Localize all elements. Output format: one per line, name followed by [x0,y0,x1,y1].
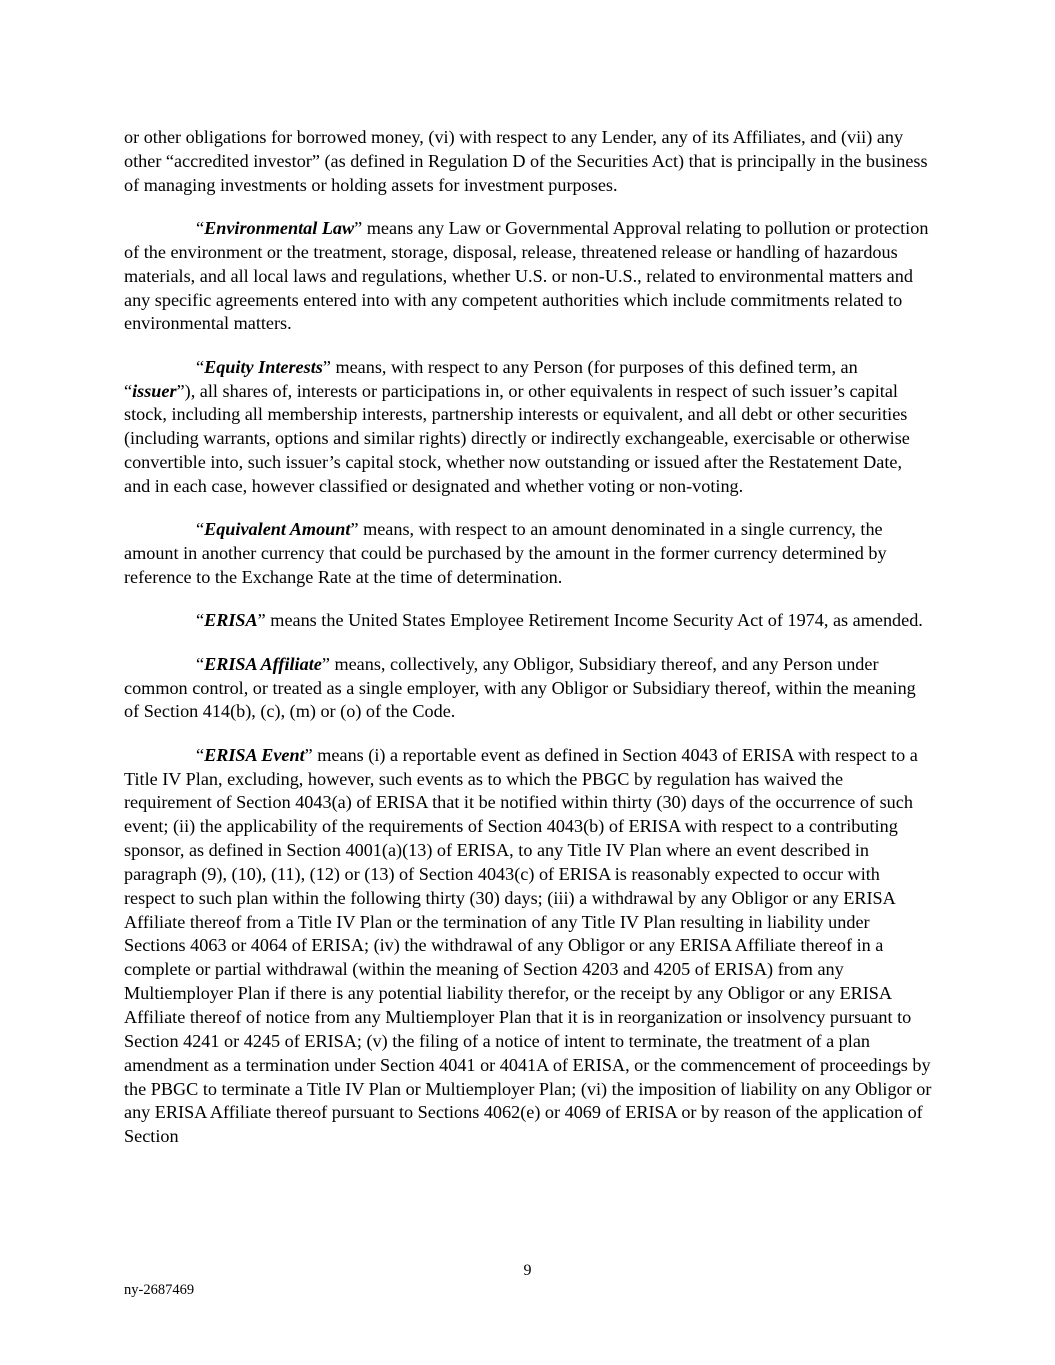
definition-text: ” means the United States Employee Retirement Income Security Act of 1974, as amended. [257,610,923,631]
definition-text: ” means, with respect to any Person (for purposes of this defined term, an “ [124,356,858,401]
open-quote: “ [196,218,205,239]
definition-text: ” means (i) a reportable event as defined in Section 4043 of ERISA with respect to a Title IV Plan, excluding, however, such events as to which the PBGC by regulation has waived the requirement of Section 4043(a) of ERISA that it be notified within thirty (30) days of the occurrence of such event; (ii) the applicability of the requirements of Section 4043(b) of ERISA with respect to a contributing sponsor, as defined in Section 4001(a)(13) of ERISA, to any Title IV Plan where an event described in paragraph (9), (10), (11), (12) or (13) of Section 4043(c) of ERISA is reasonably expected to occur with respect to such plan within the following thirty (30) days; (iii) a withdrawal by any Obligor or any ERISA Affiliate thereof from a Title IV Plan or the termination of any Title IV Plan resulting in liability under Sections 4063 or 4064 of ERISA; (iv) the withdrawal of any Obligor or any ERISA Affiliate thereof in a complete or partial withdrawal (within the meaning of Section 4203 and 4205 of ERISA) from any Multiemployer Plan if there is any potential liability therefor, or the receipt by any Obligor or any ERISA Affiliate thereof of notice from any Multiemployer Plan that it is in reorganization or insolvency pursuant to Section 4241 or 4245 of ERISA; (v) the filing of a notice of intent to terminate, the treatment of a plan amendment as a termination under Section 4041 or 4041A of ERISA, or the commencement of proceedings by the PBGC to terminate a Title IV Plan or Multiemployer Plan; (vi) the imposition of liability on any Obligor or any ERISA Affiliate thereof pursuant to Sections 4062(e) or 4069 of ERISA or by reason of the application of Section [124,744,932,1147]
definition-text: ” means any Law or Governmental Approval relating to pollution or protection of the environment or the treatment, storage, disposal, release, threatened release or handling of hazardous materials, and all local laws and regulations, whether U.S. or non-U.S., related to environmental matters and any specific agreements entered into with any competent authorities which include commitments related to environmental matters. [124,218,929,334]
document-id: ny-2687469 [124,1282,195,1298]
definition-equivalent-amount [124,518,932,590]
open-quote: “ [196,356,205,377]
defined-term: ERISA [204,610,258,631]
document-body [124,126,932,1169]
definition-environmental-law [124,217,932,336]
open-quote: “ [196,519,205,540]
open-quote: “ [196,744,205,765]
defined-term: Environmental Law [204,218,355,239]
defined-term: ERISA Affiliate [204,653,322,674]
definition-erisa-affiliate [124,653,932,725]
open-quote: “ [196,610,205,631]
definition-text: ” means, with respect to an amount denominated in a single currency, the amount in another currency that could be purchased by the amount in the former currency determined by reference to the Exchange Rate at the time of determination. [124,519,887,587]
defined-term: Equivalent Amount [204,519,351,540]
open-quote: “ [196,653,205,674]
definition-equity-interests [124,356,932,499]
definition-erisa [124,609,932,633]
defined-term: ERISA Event [204,744,305,765]
definition-text-continued: ”), all shares of, interests or participations in, or other equivalents in respect of such issuer’s capital stock, including all membership interests, partnership interests or equivalent, and all debt or other securities (including warrants, options and similar rights) directly or indirectly exchangeable, exercisable or otherwise convertible into, such issuer’s capital stock, whether now outstanding or issued after the Restatement Date, and in each case, however classified or designated and whether voting or non-voting. [124,380,910,496]
definition-text: ” means, collectively, any Obligor, Subsidiary thereof, and any Person under common control, or treated as a single employer, with any Obligor or Subsidiary thereof, within the meaning of Section 414(b), (c), (m) or (o) of the Code. [124,653,916,722]
inner-defined-term: issuer [132,380,177,401]
page-number: 9 [523,1262,532,1279]
defined-term: Equity Interests [204,356,323,377]
intro-paragraph: or other obligations for borrowed money, (vi) with respect to any Lender, any of its Affiliates, and (vii) any other “accredited investor” (as defined in Regulation D of the Securities Act) that is principally in the business of managing investments or holding assets for investment purposes. [124,127,928,195]
definition-erisa-event [124,744,932,1149]
